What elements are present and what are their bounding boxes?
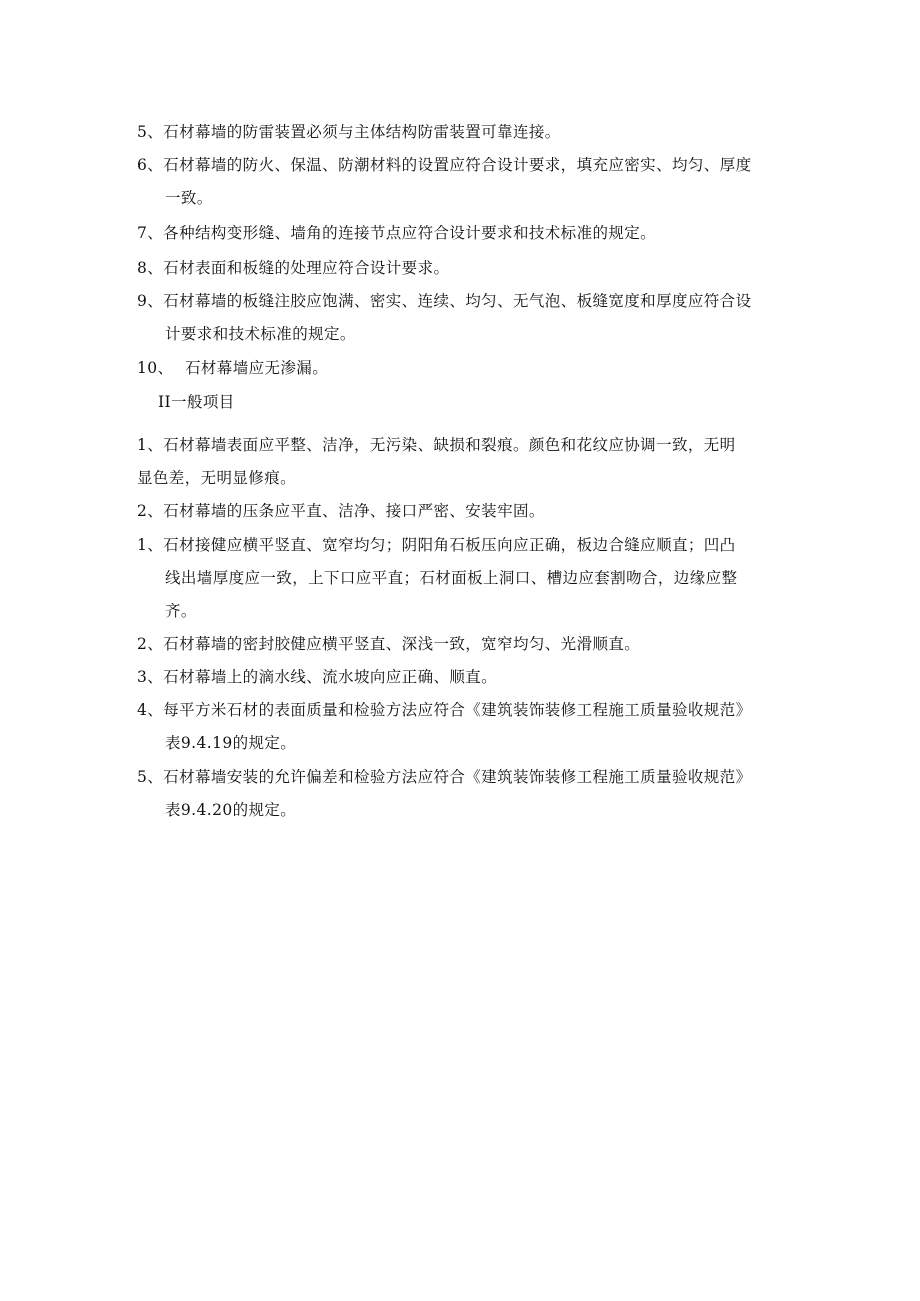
- list-item: [137, 694, 802, 760]
- list-item: [137, 628, 802, 661]
- item-text: 石材幕墙的板缝注胶应饱满、密实、连续、均匀、无气泡、板缝宽度和厚度应符合设: [163, 292, 752, 310]
- item-text: 石材幕墙安装的允许偏差和检验方法应符合《建筑装饰装修工程施工质量验收规范》: [163, 768, 752, 786]
- list-item: [137, 285, 802, 351]
- item-text-continued: 表9.4.20的规定。: [165, 801, 297, 819]
- item-text: 石材幕墙应无渗漏。: [185, 359, 329, 377]
- list-item: [137, 495, 802, 528]
- list-item: [137, 149, 802, 215]
- list-item: [137, 217, 802, 250]
- item-text: 各种结构变形缝、墙角的连接节点应符合设计要求和技术标准的规定。: [163, 224, 657, 242]
- item-number: 8、: [137, 259, 164, 277]
- item-text-continued: 显色差，无明显修痕。: [137, 469, 297, 487]
- list-item: [137, 252, 802, 285]
- item-number: 5、: [137, 768, 164, 786]
- list-item: [137, 661, 802, 694]
- list-item: [137, 116, 802, 149]
- item-text: 每平方米石材的表面质量和检验方法应符合《建筑装饰装修工程施工质量验收规范》: [163, 701, 752, 719]
- item-number: 2、: [137, 502, 164, 520]
- item-text: 石材幕墙的防火、保温、防潮材料的设置应符合设计要求，填充应密实、均匀、厚度: [163, 156, 752, 174]
- item-text-continued: 线出墙厚度应一致，上下口应平直；石材面板上洞口、槽边应套割吻合，边缘应整: [165, 569, 738, 587]
- list-item: [137, 429, 802, 495]
- item-text: 石材接健应横平竖直、宽窄均匀；阴阳角石板压向应正确，板边合缝应顺直；凹凸: [163, 536, 736, 554]
- item-number: 5、: [137, 123, 164, 141]
- list-item: [137, 761, 802, 827]
- item-text: 石材表面和板缝的处理应符合设计要求。: [163, 259, 450, 277]
- item-text: 石材幕墙上的滴水线、流水坡向应正确、顺直。: [163, 668, 498, 686]
- item-text-continued: 一致。: [165, 189, 213, 207]
- item-text-continued: 表9.4.19的规定。: [165, 734, 297, 752]
- item-text-continued: 计要求和技术标准的规定。: [165, 325, 356, 343]
- item-text-continued: 齐。: [165, 602, 197, 620]
- item-number: 10、: [137, 359, 174, 377]
- item-text: 石材幕墙表面应平整、洁净，无污染、缺损和裂痕。颜色和花纹应协调一致，无明: [163, 436, 736, 454]
- item-number: 6、: [137, 156, 164, 174]
- item-number: 7、: [137, 224, 164, 242]
- list-item: [137, 352, 802, 385]
- item-text: 石材幕墙的密封胶健应横平竖直、深浅一致，宽窄均匀、光滑顺直。: [163, 635, 641, 653]
- section-heading: II一般项目: [158, 393, 235, 411]
- item-number: 1、: [137, 436, 164, 454]
- item-number: 3、: [137, 668, 164, 686]
- item-text: 石材幕墙的压条应平直、洁净、接口严密、安装牢固。: [163, 502, 545, 520]
- item-number: 9、: [137, 292, 164, 310]
- item-number: 4、: [137, 701, 164, 719]
- item-number: 2、: [137, 635, 164, 653]
- item-text: 石材幕墙的防雷装置必须与主体结构防雷装置可靠连接。: [163, 123, 561, 141]
- item-number: 1、: [137, 536, 164, 554]
- list-item: [137, 529, 802, 628]
